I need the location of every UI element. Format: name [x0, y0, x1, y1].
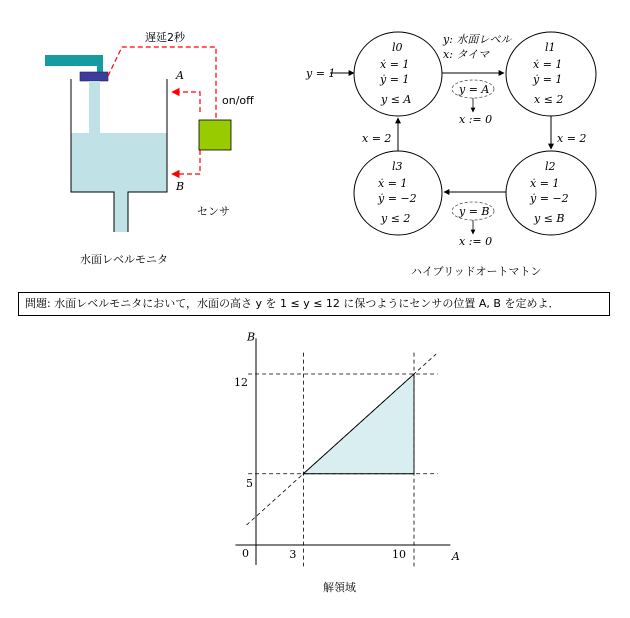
point-a-label: A: [176, 69, 184, 82]
state-l3-xdot: ẋ = 1: [378, 177, 408, 190]
x-tick-label-3: 3: [289, 548, 297, 561]
y-axis-label: B: [247, 330, 256, 344]
sensor-box: [199, 120, 231, 150]
falling-water: [89, 81, 100, 133]
guard-l0-l1: y = A: [459, 83, 490, 96]
state-l0: [354, 32, 442, 116]
guard-l3-l0: x = 2: [362, 132, 392, 145]
y-tick-label-12: 12: [234, 376, 248, 389]
state-l3-ydot: ẏ = −2: [378, 192, 417, 205]
valve: [80, 72, 108, 81]
delay-label: 遅延2秒: [145, 31, 185, 44]
state-l3-name: l3: [392, 160, 403, 173]
water-tank-diagram: [45, 30, 254, 266]
state-l1-ydot: ẏ = 1: [533, 73, 563, 86]
state-l2-name: l2: [545, 160, 556, 173]
legend-x: x: タイマ: [443, 48, 490, 61]
state-l1-name: l1: [545, 41, 556, 54]
state-l0-xdot: ẋ = 1: [380, 58, 410, 71]
x-axis-label: A: [451, 550, 460, 563]
sensor-label: センサ: [197, 205, 230, 218]
guard-l2-l3: y = B: [459, 205, 490, 218]
tank-water: [71, 133, 167, 192]
origin-label: 0: [242, 547, 249, 560]
hybrid-automaton: [305, 32, 596, 278]
guard-l1-l2: x = 2: [557, 132, 587, 145]
state-l1-inv: x ≤ 2: [534, 93, 564, 106]
state-l3: [354, 151, 442, 235]
state-l0-name: l0: [392, 41, 403, 54]
sensor-arrow-b: [172, 150, 200, 174]
y-tick-label-5: 5: [246, 476, 253, 490]
state-l0-inv: y ≤ A: [381, 93, 412, 106]
x-tick-label-10: 10: [392, 548, 406, 561]
chart-caption: 解領域: [323, 581, 356, 594]
reset-l0-l1: x := 0: [459, 113, 493, 126]
solution-chart: [234, 330, 460, 594]
problem-statement: 問題: 水面レベルモニタにおいて，水面の高さ y を 1 ≤ y ≤ 12 に保つようにセンサの位置 A, B を定めよ．: [18, 292, 610, 316]
legend-y: y: 水面レベル: [443, 33, 512, 46]
state-l2-inv: y ≤ B: [534, 212, 565, 225]
state-l0-ydot: ẏ = 1: [380, 73, 410, 86]
onoff-label: on/off: [222, 94, 254, 107]
automaton-caption: ハイブリッドオートマトン: [411, 265, 542, 278]
drain-water: [114, 192, 128, 232]
tank-caption: 水面レベルモニタ: [80, 253, 168, 266]
sensor-arrow-a: [172, 92, 200, 112]
state-l3-inv: y ≤ 2: [381, 212, 411, 225]
state-l1-xdot: ẋ = 1: [533, 58, 563, 71]
state-l2: [506, 151, 596, 235]
state-l2-ydot: ẏ = −2: [530, 192, 569, 205]
state-l1: [506, 32, 596, 116]
state-l2-xdot: ẋ = 1: [530, 177, 560, 190]
init-label: y = 1: [306, 67, 336, 80]
point-b-label: B: [176, 180, 185, 193]
reset-l2-l3: x := 0: [459, 235, 493, 248]
